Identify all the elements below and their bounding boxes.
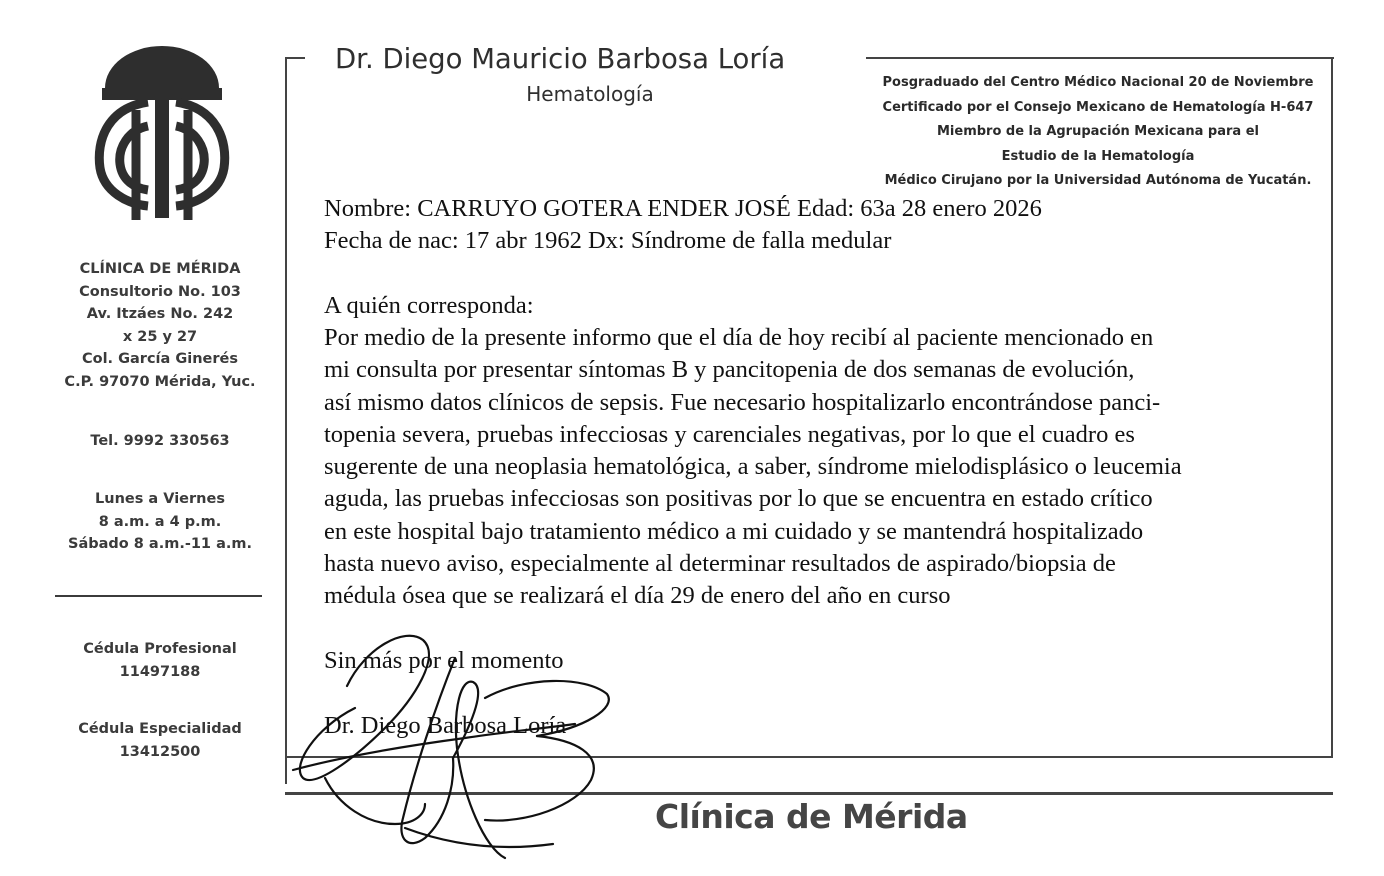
doctor-credentials <box>862 71 1334 194</box>
frame-top-left <box>285 57 305 59</box>
clinic-phone: Tel. 9992 330563 <box>90 433 230 449</box>
professional-license <box>40 638 280 683</box>
clinic-logo-icon <box>88 44 236 220</box>
credential-line: Certificado por el Consejo Mexicano de Hematología H-647 <box>882 99 1314 115</box>
credential-line: Miembro de la Agrupación Mexicana para el <box>936 124 1259 139</box>
body-line: topenia severa, pruebas infecciosas y carenciales negativas, por lo que el cuadro es <box>324 420 1135 448</box>
handwritten-signature-icon <box>285 628 625 868</box>
body-line: hasta nuevo aviso, especialmente al determinar resultados de aspirado/biopsia de <box>324 550 1116 578</box>
letter-salutation <box>324 290 1334 322</box>
body-line: así mismo datos clínicos de sepsis. Fue necesario hospitalizarlo encontrándose panci- <box>324 388 1161 416</box>
doctor-name: Dr. Diego Mauricio Barbosa Loría <box>335 43 786 75</box>
salutation-text: A quién corresponda: <box>324 292 534 319</box>
clinic-postal-city: C.P. 97070 Mérida, Yuc. <box>64 373 256 390</box>
credential-line: Médico Cirujano por la Universidad Autónoma de Yucatán. <box>884 173 1312 188</box>
body-line: aguda, las pruebas infecciosas son positivas por lo que se encuentra en estado crítico <box>324 485 1153 513</box>
specialty-license-label: Cédula Especialidad <box>78 721 242 737</box>
clinic-address <box>40 258 280 394</box>
patient-line-2: Fecha de nac: 17 abr 1962 Dx: Síndrome de falla medular <box>324 227 892 255</box>
body-line: sugerente de una neoplasia hematológica, a saber, síndrome mielodisplásico o leucemia <box>324 453 1182 481</box>
body-line: en este hospital bajo tratamiento médico a mi cuidado y se mantendrá hospitalizado <box>324 517 1144 545</box>
frame-top-right <box>866 57 1334 59</box>
body-line: Por medio de la presente informo que el día de hoy recibí al paciente mencionado en <box>324 324 1154 351</box>
clinic-hours <box>40 488 280 556</box>
left-divider <box>55 595 262 597</box>
patient-info <box>324 193 1334 258</box>
footer-brand: Clínica de Mérida <box>655 797 968 836</box>
doctor-specialty: Hematología <box>526 82 654 106</box>
credential-line: Estudio de la Hematología <box>1001 148 1195 164</box>
letter-body <box>324 322 1334 613</box>
closing-text: Sin más por el momento <box>324 647 564 674</box>
body-line: mi consulta por presentar síntomas B y pancitopenia de dos semanas de evolución, <box>324 356 1135 384</box>
clinic-phone-block <box>40 430 280 453</box>
hours-line: 8 a.m. a 4 p.m. <box>98 513 222 530</box>
clinic-name: CLÍNICA DE MÉRIDA <box>79 261 241 277</box>
clinic-neighborhood: Col. García Ginerés <box>81 351 238 368</box>
hours-line: Sábado 8 a.m.-11 a.m. <box>68 536 252 553</box>
clinic-office: Consultorio No. 103 <box>79 283 241 300</box>
clinic-cross-streets: x 25 y 27 <box>122 328 198 345</box>
professional-license-number: 11497188 <box>119 663 201 680</box>
credential-line: Posgraduado del Centro Médico Nacional 20 de Noviembre <box>882 75 1314 90</box>
patient-line-1: Nombre: CARRUYO GOTERA ENDER JOSÉ Edad: 63a 28 enero 2026 <box>324 195 1042 222</box>
specialty-license-number: 13412500 <box>119 743 201 760</box>
signer-name: Dr. Diego Barbosa Loría <box>324 712 567 739</box>
specialty-license <box>40 718 280 763</box>
professional-license-label: Cédula Profesional <box>83 641 237 657</box>
body-line: médula ósea que se realizará el día 29 de enero del año en curso <box>324 582 951 610</box>
clinic-street: Av. Itzáes No. 242 <box>86 306 234 323</box>
hours-line: Lunes a Viernes <box>95 491 225 507</box>
